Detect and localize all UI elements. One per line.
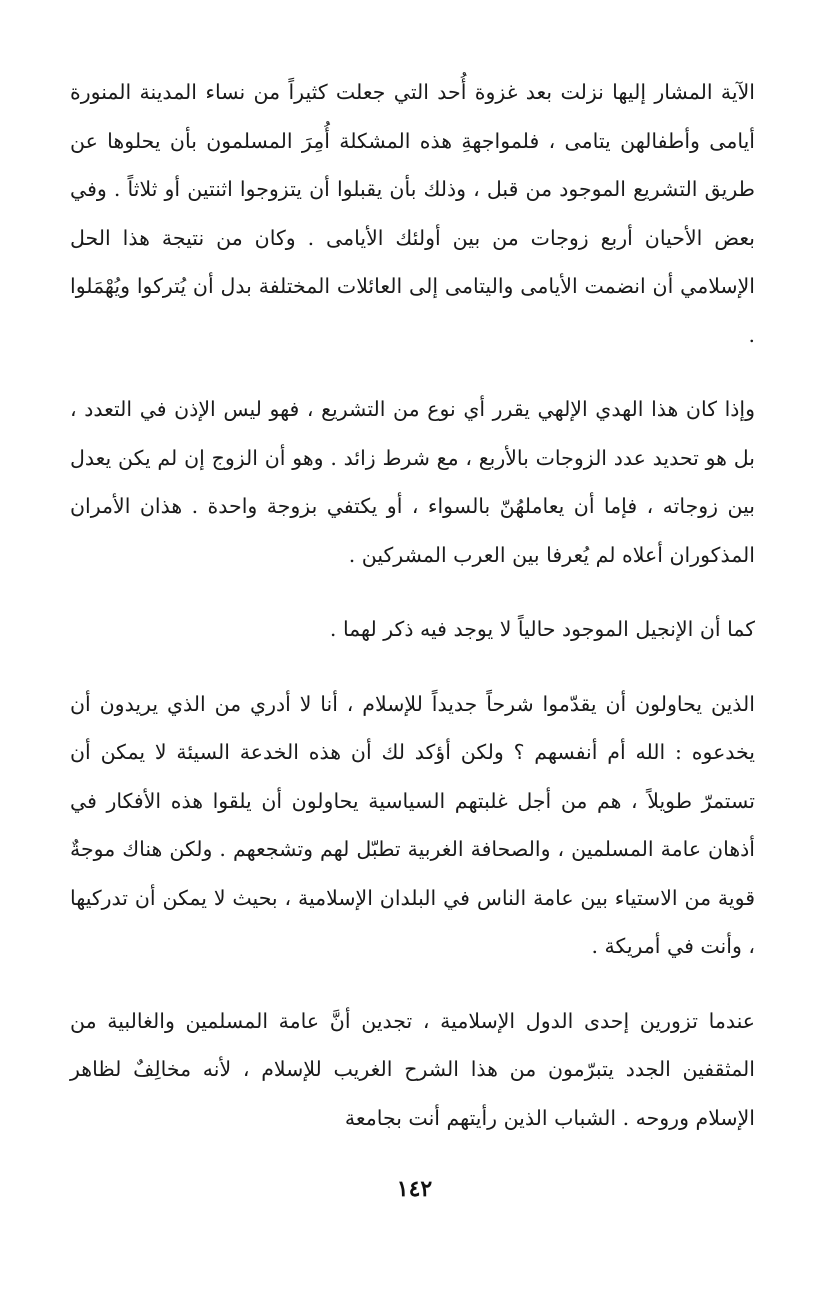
page-number: ١٤٢ [396, 1176, 433, 1202]
paragraph-5: عندما تزورين إحدى الدول الإسلامية ، تجدين أنَّ عامة المسلمين والغالبية من المثقفين الجدد يتبرّمون من هذا الشرح الغريب للإسلام ، لأنه مخالِفٌ لظاهر الإسلام وروحه . الشباب الذين رأيتهم أنت بجامعة [70, 1008, 756, 1130]
page-body [70, 68, 755, 1168]
paragraph-3: كما أن الإنجيل الموجود حالياً لا يوجد فيه ذكر لهما . [329, 617, 755, 641]
paragraph-4: الذين يحاولون أن يقدّموا شرحاً جديداً للإسلام ، أنا لا أدري من الذي يريدون أن يخدعوه : الله أم أنفسهم ؟ ولكن أؤكد لك أن هذه الخدعة السيئة لا يمكن أن تستمرّ طويلاً ، هم من أجل غلبتهم السياسية يحاولون أن يلقوا هذه الأفكار في أذهان عامة المسلمين ، والصحافة الغربية تطبّل لهم وتشجعهم . ولكن هناك موجةٌ قوية من الاستياء بين عامة الناس في البلدان الإسلامية ، بحيث لا يمكن أن تدركيها ، وأنت في أمريكة . [70, 691, 755, 958]
paragraph-1: الآية المشار إليها نزلت بعد غزوة أُحد التي جعلت كثيراً من نساء المدينة المنورة أيامى وأطفالهن يتامى ، فلمواجهةِ هذه المشكلة أُمِرَ المسلمون بأن يحلوها عن طريق التشريع الموجود من قبل ، وذلك بأن يقبلوا أن يتزوجوا اثنتين أو ثلاثاً . وفي بعض الأحيان أربع زوجات من بين أولئك الأيامى . وكان من نتيجة هذا الحل الإسلامي أن انضمت الأيامى واليتامى إلى العائلات المختلفة بدل أن يُتركوا ويُهْمَلوا . [70, 80, 755, 347]
paragraph-2: وإذا كان هذا الهدي الإلهي يقرر أي نوع من التشريع ، فهو ليس الإذن في التعدد ، بل هو تحديد عدد الزوجات بالأربع ، مع شرط زائد . وهو أن الزوج إن لم يكن يعدل بين زوجاته ، فإما أن يعاملهُنّ بالسواء ، أو يكتفي بزوجة واحدة . هذان الأمران المذكوران أعلاه لم يُعرفا بين العرب المشركين . [70, 397, 755, 567]
